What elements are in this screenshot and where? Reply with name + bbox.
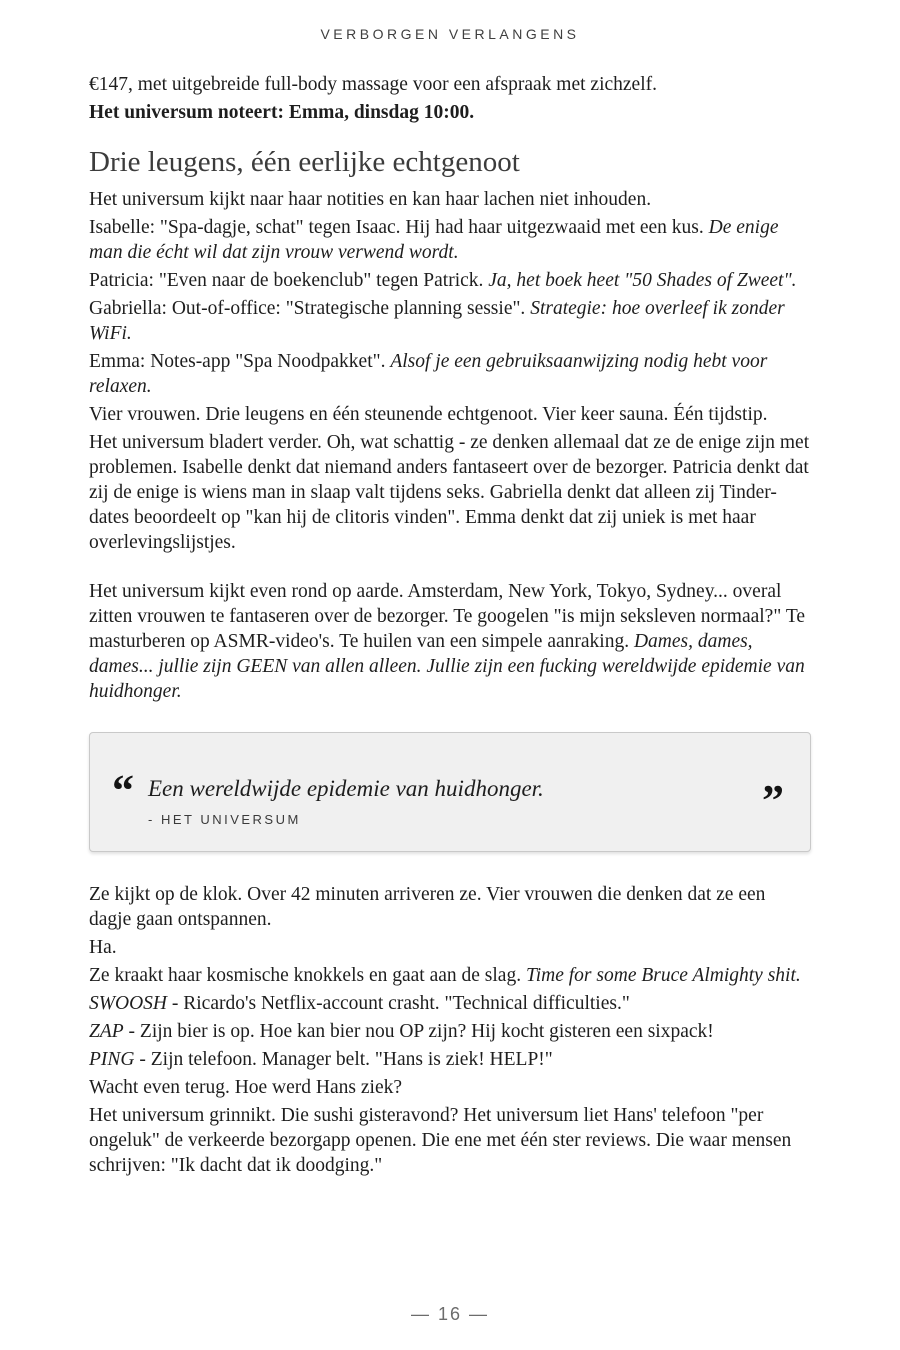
paragraph xyxy=(89,72,811,97)
text-segment: Het universum noteert: Emma, dinsdag 10:00. xyxy=(89,102,475,123)
text-segment: Dames, dames, dames... jullie zijn GEEN van allen alleen. Jullie zijn een fucking wereldwijde epidemie van huidhonger. xyxy=(89,631,805,702)
text-segment: Isabelle: "Spa-dagje, schat" tegen Isaac. Hij had haar uitgezwaaid met een kus. xyxy=(89,217,709,238)
text-segment: ZAP xyxy=(89,1021,124,1042)
paragraph xyxy=(89,430,811,555)
text-segment: Wacht even terug. Hoe werd Hans ziek? xyxy=(89,1077,402,1098)
section-paragraphs xyxy=(89,187,811,555)
pull-quote-attribution: - HET UNIVERSUM xyxy=(148,812,301,827)
paragraph xyxy=(89,1075,811,1100)
paragraph xyxy=(89,268,811,293)
text-segment: Het universum kijkt even rond op aarde. Amsterdam, New York, Tokyo, Sydney... overal zitten vrouwen te fantaseren over de bezorger. Te googelen "is mijn seksleven normaal?" Te masturberen op ASMR-video's. Te huilen van een simpele aanraking. xyxy=(89,581,806,652)
aside-paragraphs xyxy=(89,579,811,704)
pull-quote-box xyxy=(89,732,811,852)
pull-quote-text: Een wereldwijde epidemie van huidhonger. xyxy=(148,776,544,801)
running-header: VERBORGEN VERLANGENS xyxy=(320,26,580,42)
paragraph xyxy=(89,882,811,932)
text-segment: PING xyxy=(89,1049,135,1070)
paragraph xyxy=(89,963,811,988)
text-segment: Het universum grinnikt. Die sushi gisteravond? Het universum liet Hans' telefoon "per ongeluk" de verkeerde bezorgapp openen. Die ene met één ster reviews. Die waar mensen schrijven: "Ik dacht dat ik doodging." xyxy=(89,1105,792,1176)
paragraph xyxy=(89,935,811,960)
text-segment: - Zijn bier is op. Hoe kan bier nou OP zijn? Hij kocht gisteren een sixpack! xyxy=(123,1021,714,1042)
text-segment: Ze kijkt op de klok. Over 42 minuten arriveren ze. Vier vrouwen die denken dat ze een dagje gaan ontspannen. xyxy=(89,884,766,930)
paragraph xyxy=(89,187,811,212)
close-quote-icon: ” xyxy=(762,776,784,825)
open-quote-icon: “ xyxy=(112,766,134,815)
text-segment: - Ricardo's Netflix-account crasht. "Technical difficulties." xyxy=(167,993,630,1014)
paragraph xyxy=(89,1019,811,1044)
text-segment: Ja, het boek heet "50 Shades of Zweet". xyxy=(488,270,797,291)
text-segment: Het universum bladert verder. Oh, wat schattig - ze denken allemaal dat ze de enige zijn met problemen. Isabelle denkt dat niemand anders fantaseert over de bezorger. Patricia denkt dat zij de enige is wiens man in slaap valt tijdens seks. Gabriella denkt dat alleen zij Tinder-dates beoordeelt op "kan hij de clitoris vinden". Emma denkt dat zij uniek is met haar overlevingslijstjes. xyxy=(89,432,810,553)
text-segment: Strategie: hoe overleef ik zonder WiFi. xyxy=(89,298,785,344)
text-segment: Patricia: "Even naar de boekenclub" tegen Patrick. xyxy=(89,270,489,291)
text-segment: €147, met uitgebreide full-body massage voor een afspraak met zichzelf. xyxy=(89,74,657,95)
page-content xyxy=(89,72,811,1178)
text-segment: Emma: Notes-app "Spa Noodpakket". xyxy=(89,351,391,372)
paragraph xyxy=(89,100,811,125)
paragraph xyxy=(89,215,811,265)
text-segment: De enige man die écht wil dat zijn vrouw verwend wordt. xyxy=(89,217,779,263)
paragraph xyxy=(89,991,811,1016)
paragraph xyxy=(89,349,811,399)
text-segment: Het universum kijkt naar haar notities en kan haar lachen niet inhouden. xyxy=(89,189,652,210)
paragraph xyxy=(89,1103,811,1178)
text-segment: Time for some Bruce Almighty shit. xyxy=(525,965,801,986)
section-heading: Drie leugens, één eerlijke echtgenoot xyxy=(89,146,520,178)
paragraph xyxy=(89,579,811,704)
pull-quote-body xyxy=(148,761,748,827)
text-segment: Vier vrouwen. Drie leugens en één steunende echtgenoot. Vier keer sauna. Één tijdstip. xyxy=(89,404,768,425)
closing-paragraphs xyxy=(89,882,811,1178)
text-segment: Ha. xyxy=(89,937,117,958)
text-segment: Ze kraakt haar kosmische knokkels en gaat aan de slag. xyxy=(89,965,526,986)
page-number: — 16 — xyxy=(410,1304,490,1324)
paragraph xyxy=(89,1047,811,1072)
text-segment: - Zijn telefoon. Manager belt. "Hans is ziek! HELP!" xyxy=(134,1049,553,1070)
paragraph xyxy=(89,296,811,346)
text-segment: Gabriella: Out-of-office: "Strategische planning sessie". xyxy=(89,298,531,319)
paragraph xyxy=(89,402,811,427)
text-segment: SWOOSH xyxy=(89,993,167,1014)
text-segment: Alsof je een gebruiksaanwijzing nodig hebt voor relaxen. xyxy=(89,351,768,397)
intro-paragraphs xyxy=(89,72,811,125)
